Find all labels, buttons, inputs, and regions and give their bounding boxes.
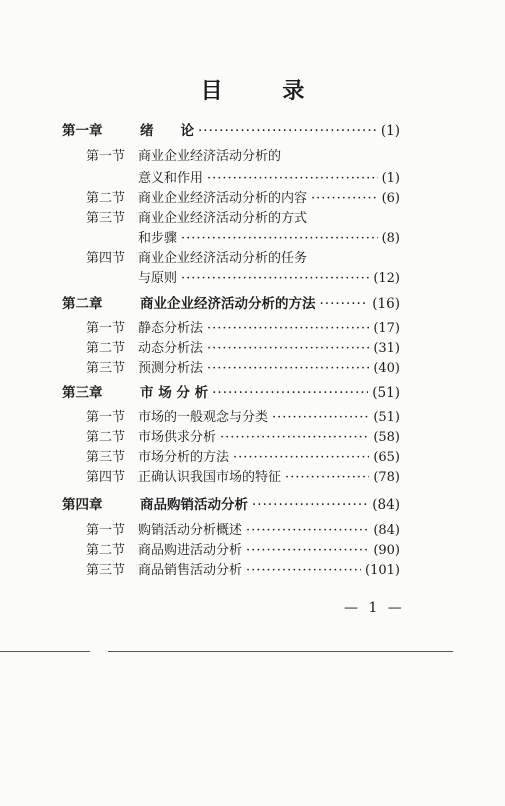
toc-section bbox=[86, 210, 400, 228]
toc-chapter-2 bbox=[62, 295, 400, 313]
section-title: 静态分析法 bbox=[138, 321, 204, 336]
toc-section bbox=[86, 429, 400, 447]
toc-section bbox=[86, 449, 400, 467]
toc-section bbox=[86, 562, 400, 580]
toc-section bbox=[86, 190, 400, 208]
dot-leader bbox=[252, 496, 368, 514]
toc-section bbox=[86, 522, 400, 540]
section-title: 商品销售活动分析 bbox=[138, 563, 243, 578]
page-ref: (84) bbox=[372, 497, 400, 513]
page-title: 目 录 bbox=[200, 78, 331, 104]
section-number: 第二节 bbox=[86, 191, 126, 206]
page-ref: (8) bbox=[381, 231, 400, 246]
dot-leader bbox=[220, 429, 369, 447]
section-title: 商业企业经济活动分析的任务 bbox=[138, 251, 308, 266]
dot-leader bbox=[320, 295, 369, 313]
section-number: 第三节 bbox=[86, 450, 126, 465]
chapter-number: 第四章 bbox=[62, 497, 103, 513]
section-title: 商业企业经济活动分析的方式 bbox=[138, 211, 308, 226]
section-title: 预测分析法 bbox=[138, 361, 204, 376]
dot-leader bbox=[181, 270, 369, 288]
chapter-title: 绪 论 bbox=[140, 123, 194, 139]
page-ref: (78) bbox=[373, 470, 400, 485]
section-title: 与原则 bbox=[138, 271, 178, 286]
page-ref: (90) bbox=[373, 543, 400, 558]
toc-section bbox=[86, 469, 400, 487]
dot-leader bbox=[246, 562, 361, 580]
page-ref: (12) bbox=[373, 271, 400, 286]
toc-section-continuation bbox=[138, 170, 400, 188]
section-number: 第三节 bbox=[86, 563, 126, 578]
section-title: 意义和作用 bbox=[138, 171, 204, 186]
page-ref: (84) bbox=[373, 523, 400, 538]
section-number: 第二节 bbox=[86, 543, 126, 558]
page-ref: (31) bbox=[373, 341, 400, 356]
page-ref: (51) bbox=[373, 410, 400, 425]
section-title: 购销活动分析概述 bbox=[138, 523, 243, 538]
page-ref: (51) bbox=[372, 385, 400, 401]
dot-leader bbox=[198, 122, 377, 140]
chapter-number: 第二章 bbox=[62, 296, 103, 312]
chapter-number: 第一章 bbox=[62, 123, 103, 139]
toc-section bbox=[86, 148, 400, 166]
section-number: 第一节 bbox=[86, 321, 126, 336]
toc-section bbox=[86, 320, 400, 338]
section-title: 商业企业经济活动分析的内容 bbox=[138, 191, 308, 206]
toc-section bbox=[86, 409, 400, 427]
dot-leader bbox=[207, 320, 369, 338]
scan-rule-right bbox=[108, 651, 453, 652]
section-title: 市场分析的方法 bbox=[138, 450, 230, 465]
section-title: 市场的一般观念与分类 bbox=[138, 410, 269, 425]
section-title: 正确认识我国市场的特征 bbox=[138, 470, 282, 485]
section-number: 第一节 bbox=[86, 410, 126, 425]
section-title: 动态分析法 bbox=[138, 341, 204, 356]
chapter-title: 商业企业经济活动分析的方法 bbox=[140, 296, 316, 312]
page-ref: (17) bbox=[373, 321, 400, 336]
dot-leader bbox=[311, 190, 378, 208]
dot-leader bbox=[233, 449, 369, 467]
toc-chapter-3 bbox=[62, 384, 400, 402]
page-ref: (65) bbox=[373, 450, 400, 465]
toc-section bbox=[86, 340, 400, 358]
toc-section bbox=[86, 250, 400, 268]
section-title: 商业企业经济活动分析的 bbox=[138, 149, 282, 164]
toc-chapter-4 bbox=[62, 496, 400, 514]
dot-leader bbox=[272, 409, 369, 427]
section-title: 市场供求分析 bbox=[138, 430, 217, 445]
section-number: 第二节 bbox=[86, 430, 126, 445]
section-number: 第四节 bbox=[86, 251, 126, 266]
section-number: 第一节 bbox=[86, 149, 126, 164]
section-number: 第二节 bbox=[86, 341, 126, 356]
scan-rule-left bbox=[0, 651, 90, 652]
section-number: 第三节 bbox=[86, 361, 126, 376]
page-ref: (16) bbox=[372, 296, 400, 312]
page-ref: (101) bbox=[365, 563, 400, 578]
section-title: 商品购进活动分析 bbox=[138, 543, 243, 558]
section-number: 第三节 bbox=[86, 211, 126, 226]
section-number: 第四节 bbox=[86, 470, 126, 485]
dot-leader bbox=[246, 542, 369, 560]
dot-leader bbox=[181, 230, 378, 248]
dot-leader bbox=[207, 340, 369, 358]
page-ref: (40) bbox=[373, 361, 400, 376]
chapter-number: 第三章 bbox=[62, 385, 103, 401]
page-ref: (58) bbox=[373, 430, 400, 445]
page-number: — 1 — bbox=[344, 600, 405, 616]
dot-leader bbox=[285, 469, 369, 487]
dot-leader bbox=[207, 360, 369, 378]
section-title: 和步骤 bbox=[138, 231, 178, 246]
toc-section bbox=[86, 542, 400, 560]
toc-section-continuation bbox=[138, 270, 400, 288]
chapter-title: 商品购销活动分析 bbox=[140, 497, 248, 513]
section-number: 第一节 bbox=[86, 523, 126, 538]
toc-chapter-1 bbox=[62, 122, 400, 140]
toc-section-continuation bbox=[138, 230, 400, 248]
page-ref: (6) bbox=[381, 191, 400, 206]
dot-leader bbox=[207, 170, 378, 188]
dot-leader bbox=[212, 384, 368, 402]
chapter-title: 市 场 分 析 bbox=[140, 385, 209, 401]
page-ref: (1) bbox=[381, 171, 400, 186]
toc-section bbox=[86, 360, 400, 378]
dot-leader bbox=[246, 522, 369, 540]
page-ref: (1) bbox=[380, 123, 400, 139]
